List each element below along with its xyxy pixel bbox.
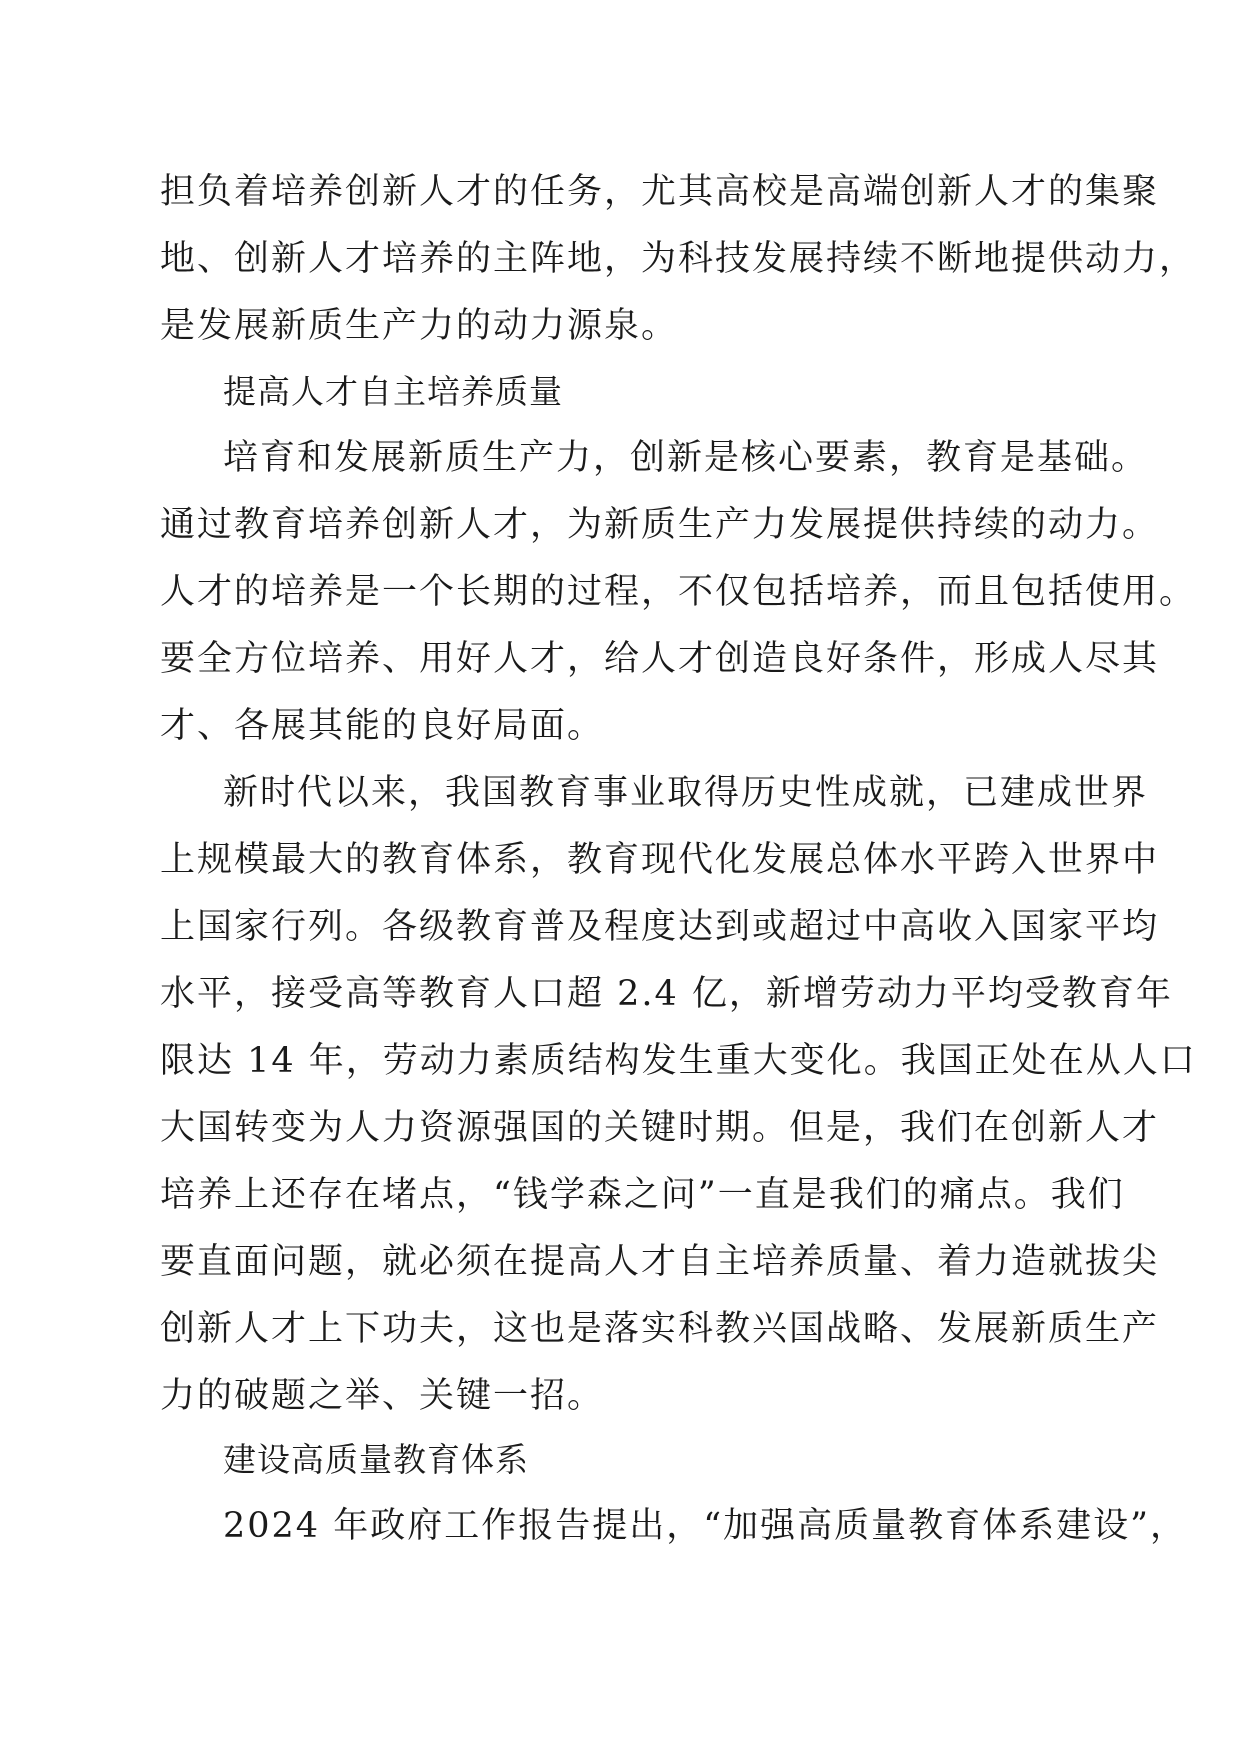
paragraph-0-line-2: 地、创新人才培养的主阵地，为科技发展持续不断地提供动力， — [160, 239, 1197, 279]
paragraph-1-line-4: 要全方位培养、用好人才，给人才创造良好条件，形成人尽其 — [160, 639, 1160, 679]
paragraph-1-line-1: 培育和发展新质生产力，创新是核心要素，教育是基础。 — [223, 438, 1149, 478]
paragraph-2-line-10: 力的破题之举、关键一招。 — [160, 1376, 605, 1416]
section-heading-education-system: 建设高质量教育体系 — [223, 1440, 529, 1479]
paragraph-2-line-5: 限达 14 年，劳动力素质结构发生重大变化。我国正处在从人口 — [160, 1041, 1197, 1081]
paragraph-1-line-5: 才、各展其能的良好局面。 — [160, 706, 605, 746]
paragraph-0-line-1: 担负着培养创新人才的任务，尤其高校是高端创新人才的集聚 — [160, 172, 1160, 212]
paragraph-2-line-3: 上国家行列。各级教育普及程度达到或超过中高收入国家平均 — [160, 907, 1160, 947]
paragraph-3-line-1: 2024 年政府工作报告提出，“加强高质量教育体系建设”， — [223, 1506, 1187, 1546]
paragraph-2-line-8: 要直面问题，就必须在提高人才自主培养质量、着力造就拔尖 — [160, 1242, 1160, 1282]
paragraph-1-line-3: 人才的培养是一个长期的过程，不仅包括培养，而且包括使用。 — [160, 572, 1197, 612]
paragraph-2-line-9: 创新人才上下功夫，这也是落实科教兴国战略、发展新质生产 — [160, 1309, 1160, 1349]
paragraph-2-line-4: 水平，接受高等教育人口超 2.4 亿，新增劳动力平均受教育年 — [160, 974, 1173, 1014]
paragraph-2-line-2: 上规模最大的教育体系，教育现代化发展总体水平跨入世界中 — [160, 840, 1160, 880]
paragraph-2-line-1: 新时代以来，我国教育事业取得历史性成就，已建成世界 — [223, 773, 1149, 813]
section-heading-talent-training: 提高人才自主培养质量 — [223, 372, 563, 411]
paragraph-2-line-6: 大国转变为人力资源强国的关键时期。但是，我们在创新人才 — [160, 1108, 1160, 1148]
paragraph-1-line-2: 通过教育培养创新人才，为新质生产力发展提供持续的动力。 — [160, 505, 1160, 545]
paragraph-0-line-3: 是发展新质生产力的动力源泉。 — [160, 306, 679, 346]
paragraph-2-line-7: 培养上还存在堵点，“钱学森之问”一直是我们的痛点。我们 — [160, 1175, 1125, 1215]
